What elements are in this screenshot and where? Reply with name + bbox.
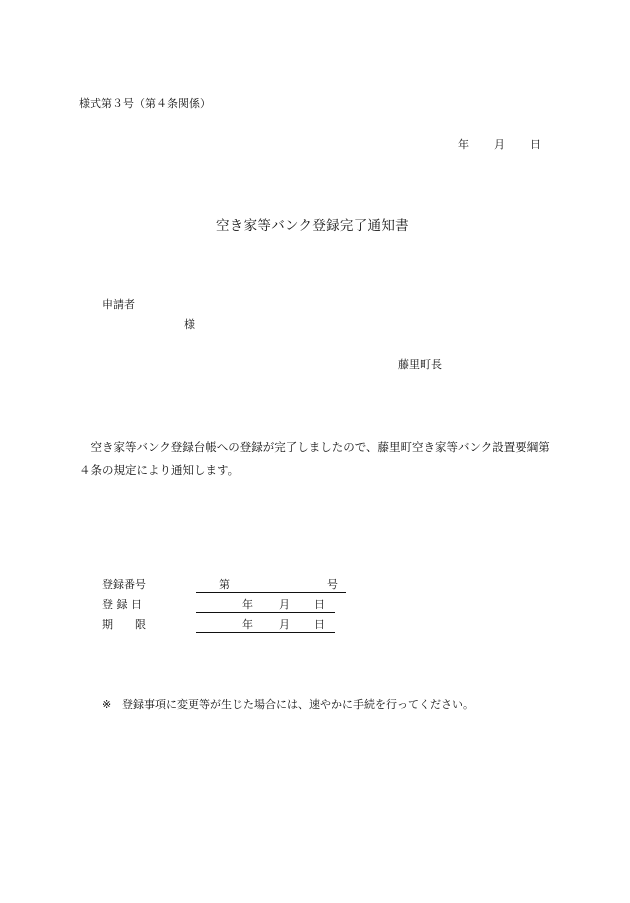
note-mark: ※ (102, 698, 112, 711)
registration-number-prefix: 第 (219, 578, 230, 591)
registration-number-underline (196, 592, 346, 593)
registration-number-label: 登録番号 (102, 578, 146, 591)
registration-date-year: 年 (242, 598, 253, 611)
issuer-name: 藤里町長 (398, 358, 442, 371)
term-year: 年 (242, 618, 253, 631)
date-year: 年 (458, 138, 469, 151)
term-label: 期 限 (102, 618, 146, 631)
registration-date-day: 日 (314, 598, 325, 611)
registration-date-month: 月 (279, 598, 290, 611)
registration-number-suffix: 号 (327, 578, 338, 591)
registration-date-label: 登 録 日 (102, 598, 142, 611)
document-title: 空き家等バンク登録完了通知書 (216, 218, 409, 234)
term-day: 日 (314, 618, 325, 631)
date-day: 日 (530, 138, 541, 151)
date-month: 月 (494, 138, 505, 151)
honorific: 様 (184, 318, 195, 331)
registration-date-underline (196, 612, 335, 613)
notice-body: 空き家等バンク登録台帳への登録が完了しましたので、藤里町空き家等バンク設置要綱第４条の規定により通知します。 (79, 440, 550, 477)
term-underline (196, 632, 335, 633)
applicant-label: 申請者 (102, 298, 135, 311)
note-text: 登録事項に変更等が生じた場合には、速やかに手続を行ってください。 (122, 698, 474, 711)
form-number: 様式第３号（第４条関係） (79, 97, 211, 110)
term-month: 月 (279, 618, 290, 631)
